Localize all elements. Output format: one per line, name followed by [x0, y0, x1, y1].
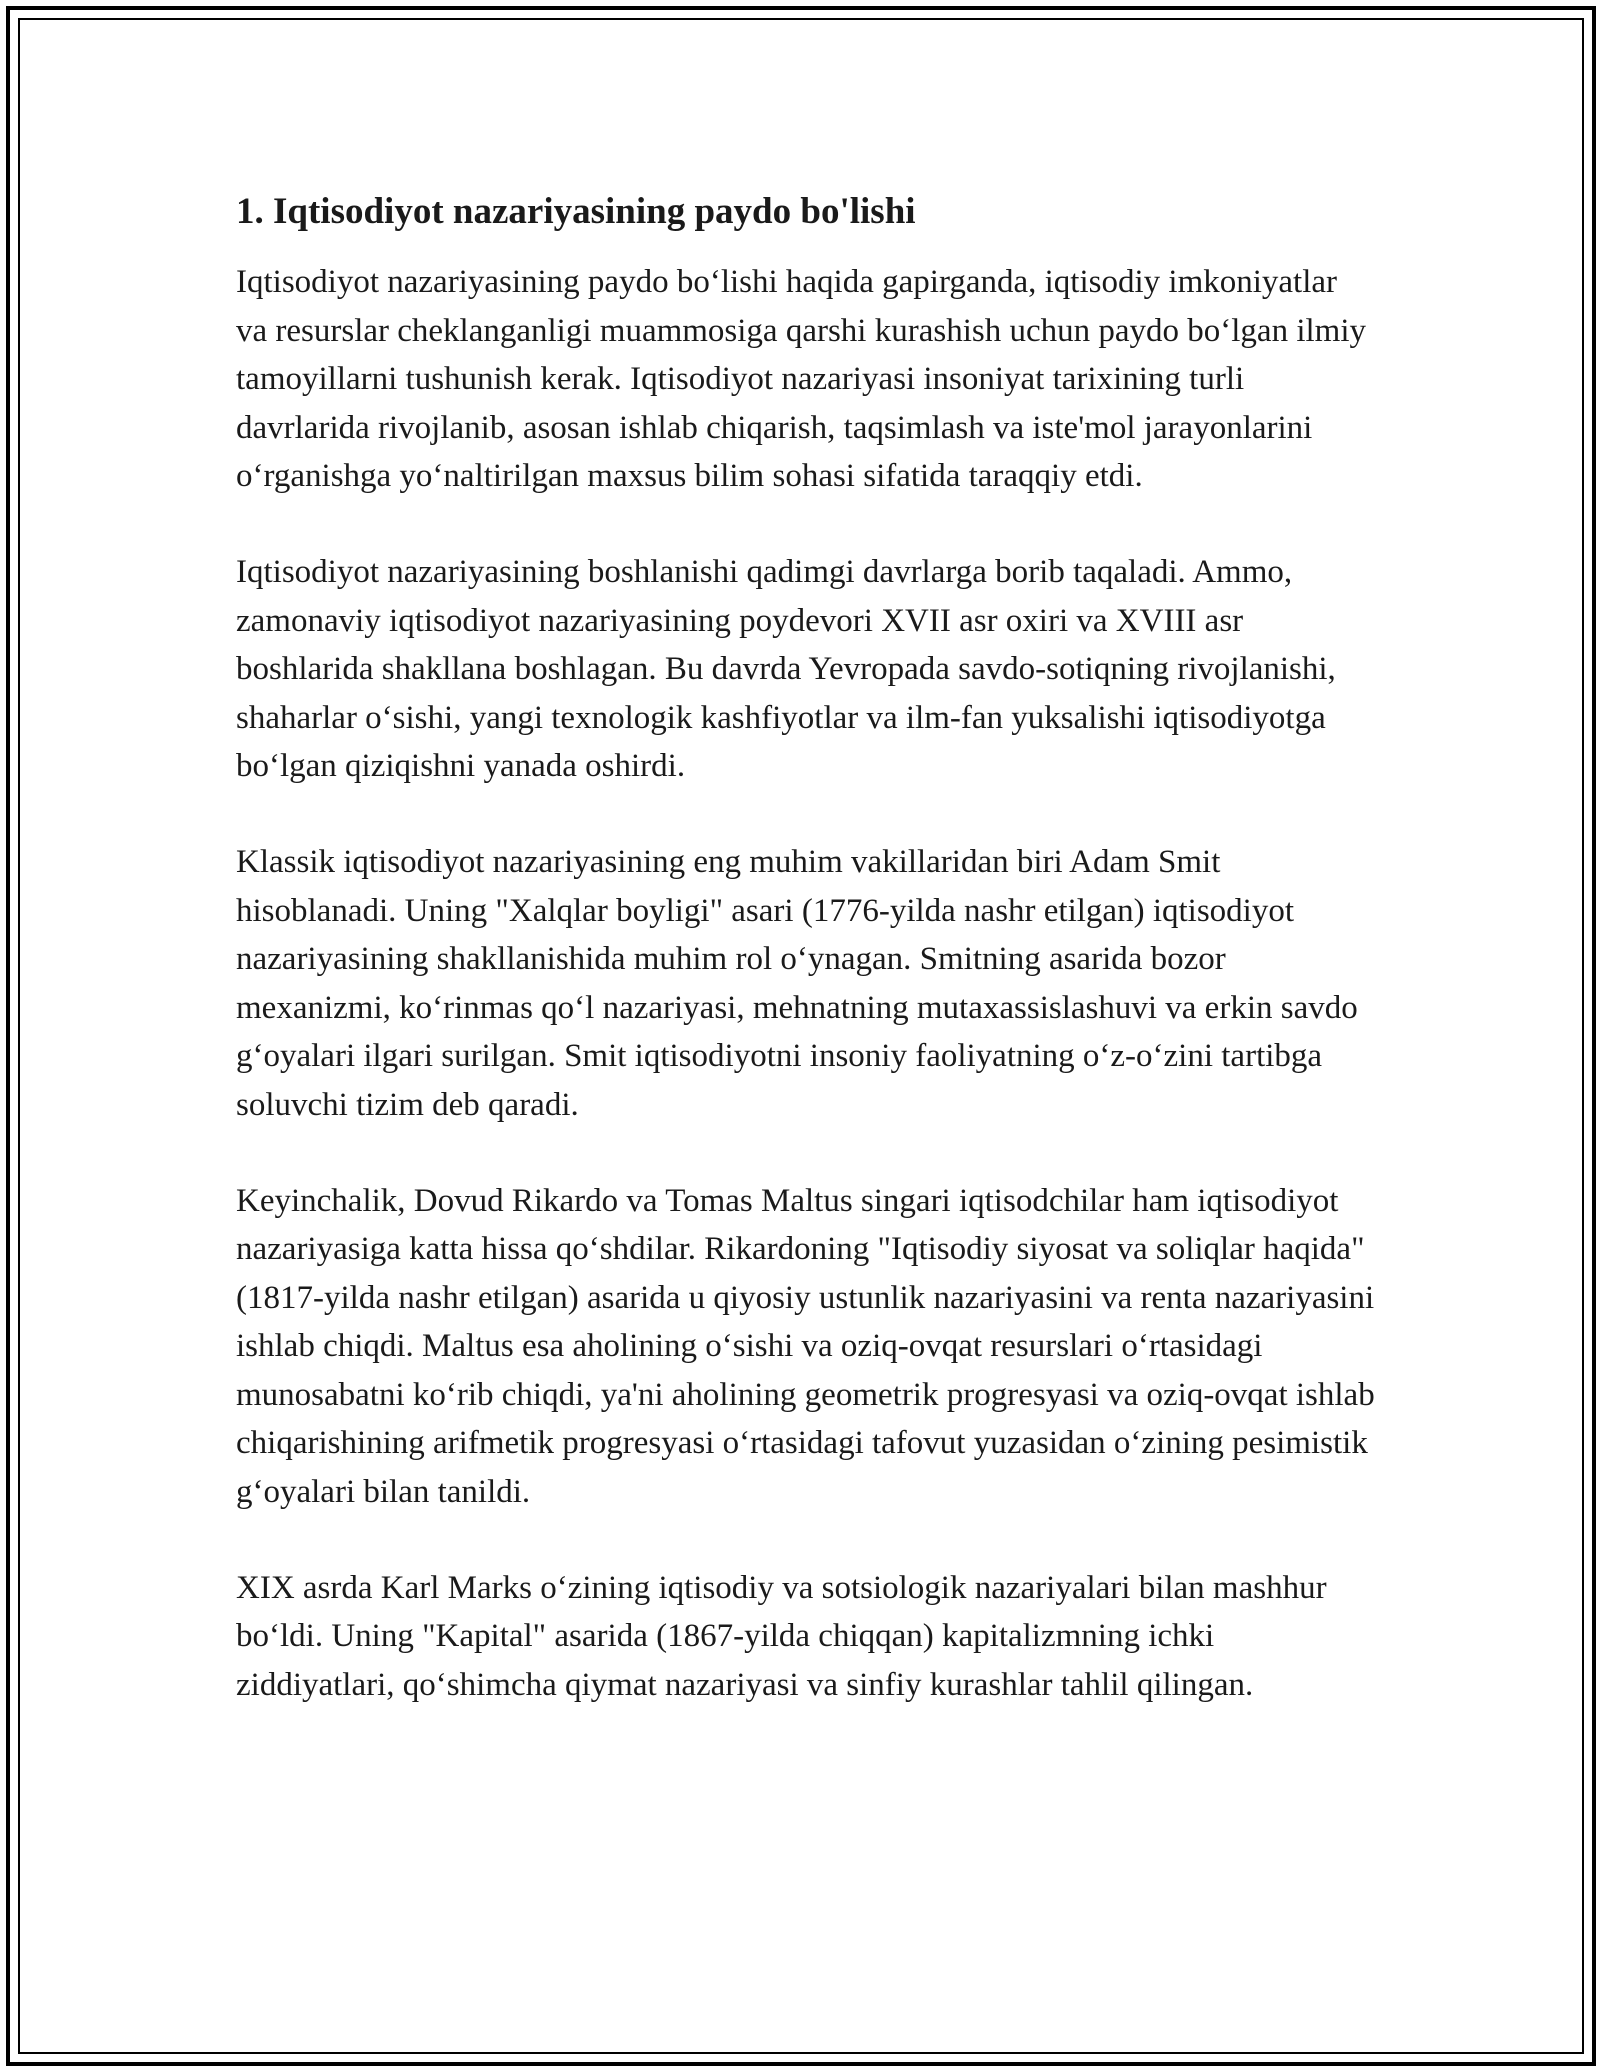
document-body	[236, 186, 1376, 1709]
paragraph: Klassik iqtisodiyot nazariyasining eng muhim vakillaridan biri Adam Smit hisoblanadi. Uning "Xalqlar boyligi" asari (1776-yilda nashr etilgan) iqtisodiyot nazariyasining shakllanishida muhim rol o‘ynagan. Smitning asarida bozor mexanizmi, ko‘rinmas qo‘l nazariyasi, mehnatning mutaxassislashuvi va erkin savdo g‘oyalari ilgari surilgan. Smit iqtisodiyotni insoniy faoliyatning o‘z-o‘zini tartibga soluvchi tizim deb qaradi.	[236, 843, 1358, 1123]
paragraph: XIX asrda Karl Marks o‘zining iqtisodiy va sotsiologik nazariyalari bilan mashhur bo‘ldi. Uning "Kapital" asarida (1867-yilda chiqqan) kapitalizmning ichki ziddiyatlari, qo‘shimcha qiymat nazariyasi va sinfiy kurashlar tahlil qilingan.	[236, 1569, 1327, 1703]
paragraph: Iqtisodiyot nazariyasining paydo bo‘lishi haqida gapirganda, iqtisodiy imkoniyatlar va resurslar cheklanganligi muammosiga qarshi kurashish uchun paydo bo‘lgan ilmiy tamoyillarni tushunish kerak. Iqtisodiyot nazariyasi insoniyat tarixining turli davrlarida rivojlanib, asosan ishlab chiqarish, taqsimlash va iste'mol jarayonlarini o‘rganishga yo‘naltirilgan maxsus bilim sohasi sifatida taraqqiy etdi.	[236, 264, 1366, 495]
paragraph: Keyinchalik, Dovud Rikardo va Tomas Maltus singari iqtisodchilar ham iqtisodiyot nazariyasiga katta hissa qo‘shdilar. Rikardoning "Iqtisodiy siyosat va soliqlar haqida" (1817-yilda nashr etilgan) asarida u qiyosiy ustunlik nazariyasini va renta nazariyasini ishlab chiqdi. Maltus esa aholining o‘sishi va oziq-ovqat resurslari o‘rtasidagi munosabatni ko‘rib chiqdi, ya'ni aholining geometrik progresyasi va oziq-ovqat ishlab chiqarishining arifmetik progresyasi o‘rtasidagi tafovut yuzasidan o‘zining pesimistik g‘oyalari bilan tanildi.	[236, 1182, 1375, 1511]
section-title: 1. Iqtisodiyot nazariyasining paydo bo'lishi	[236, 191, 916, 232]
paragraph: Iqtisodiyot nazariyasining boshlanishi qadimgi davrlarga borib taqaladi. Ammo, zamonaviy iqtisodiyot nazariyasining poydevori XVII asr oxiri va XVIII asr boshlarida shakllana boshlagan. Bu davrda Yevropada savdo-sotiqning rivojlanishi, shaharlar o‘sishi, yangi texnologik kashfiyotlar va ilm-fan yuksalishi iqtisodiyotga bo‘lgan qiziqishni yanada oshirdi.	[236, 553, 1336, 785]
